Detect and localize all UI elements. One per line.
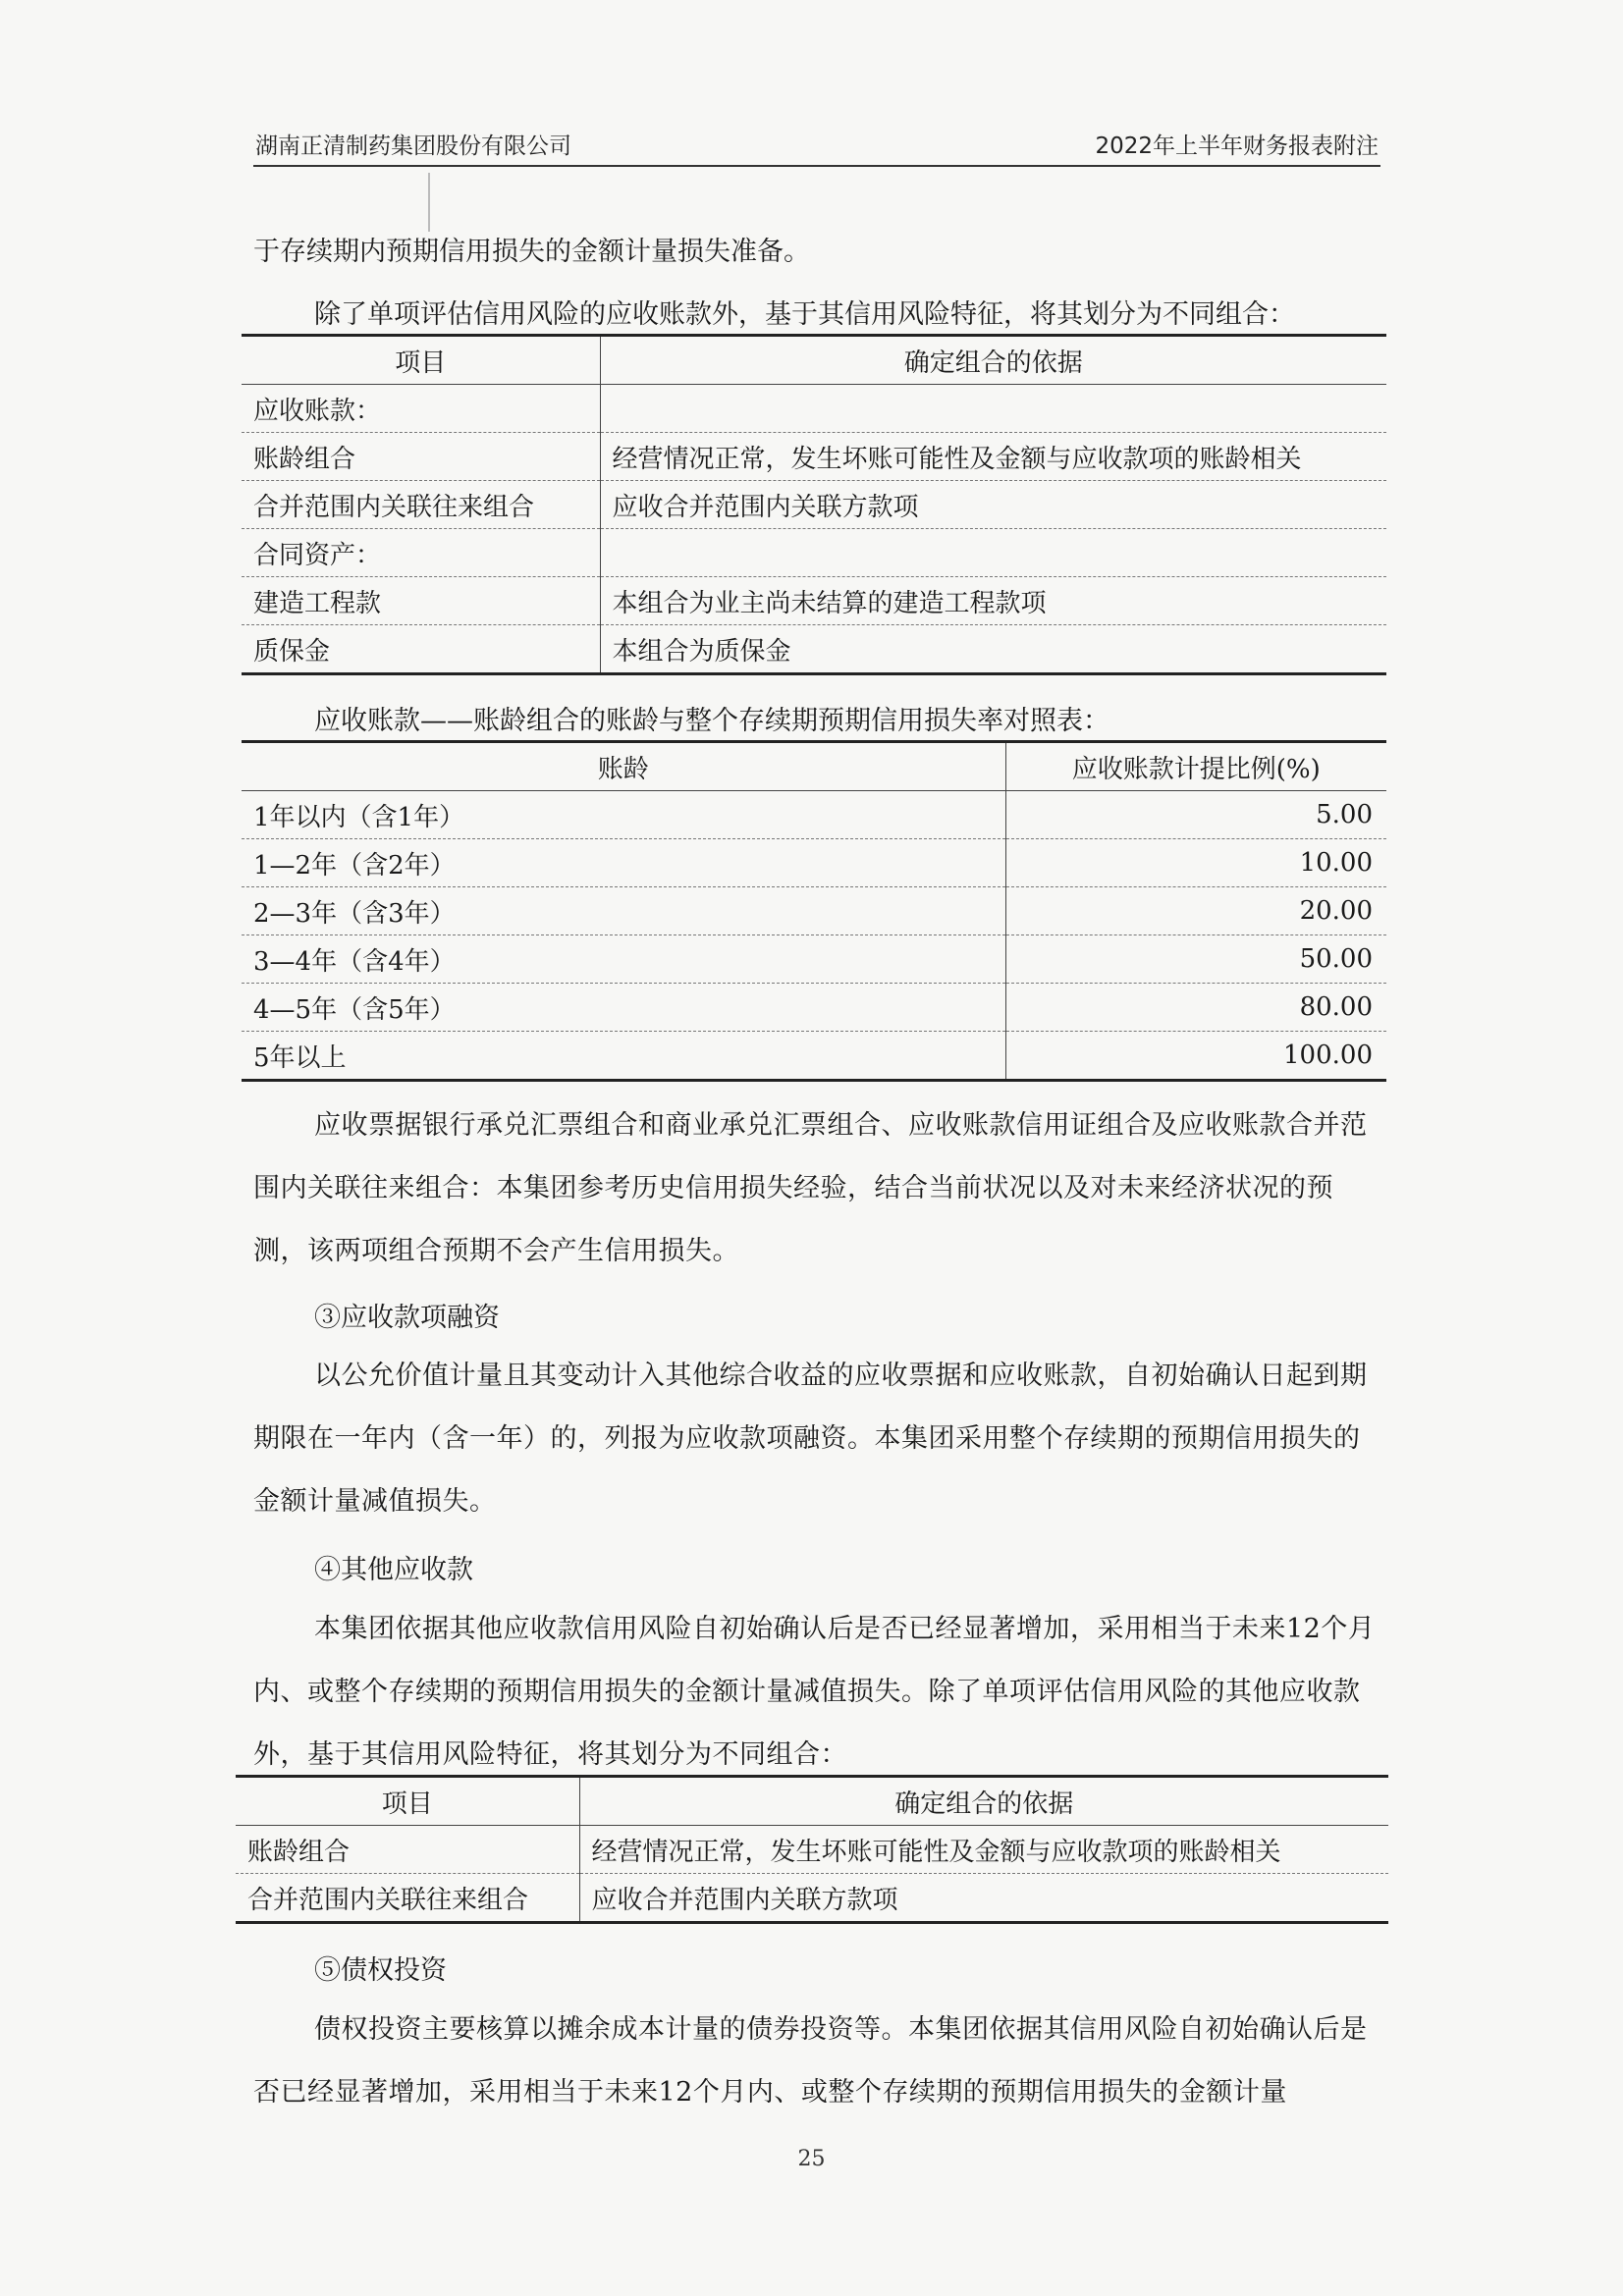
table-cell-number: 80.00 [1005, 984, 1386, 1032]
table-row [242, 385, 1386, 433]
table-cell: 合并范围内关联往来组合 [242, 481, 600, 529]
table-row [242, 577, 1386, 625]
header-report-title: 2022年上半年财务报表附注 [1095, 133, 1379, 159]
table-header-basis: 确定组合的依据 [579, 1777, 1388, 1826]
table-cell: 账龄组合 [242, 433, 600, 481]
page-header [253, 124, 1380, 167]
table-cell: 5年以上 [242, 1032, 1005, 1081]
aging-rate-table [242, 740, 1386, 1082]
section-heading-4: ④其他应收款 [314, 1555, 473, 1585]
table-row [242, 529, 1386, 577]
paragraph-7: 债权投资主要核算以摊余成本计量的债券投资等。本集团依据其信用风险自初始确认后是否已经显著增加，采用相当于未来12个月内、或整个存续期的预期信用损失的金额计量 [253, 2014, 1368, 2108]
table-cell: 经营情况正常，发生坏账可能性及金额与应收款项的账龄相关 [579, 1826, 1388, 1874]
table-cell: 3—4年（含4年） [242, 935, 1005, 984]
table-row [236, 1874, 1388, 1923]
table-row [242, 625, 1386, 674]
paragraph-6: 本集团依据其他应收款信用风险自初始确认后是否已经显著增加，采用相当于未来12个月内、或整个存续期的预期信用损失的金额计量减值损失。除了单项评估信用风险的其他应收款外，基于其信用风险特征，将其划分为不同组合： [253, 1614, 1376, 1770]
paragraph-4: 应收票据银行承兑汇票组合和商业承兑汇票组合、应收账款信用证组合及应收账款合并范围内关联往来组合：本集团参考历史信用损失经验，结合当前状况以及对未来经济状况的预测，该两项组合预期不会产生信用损失。 [253, 1110, 1368, 1266]
table-row [242, 935, 1386, 984]
table-cell-number: 50.00 [1005, 935, 1386, 984]
table-row [242, 433, 1386, 481]
table-cell: 1—2年（含2年） [242, 839, 1005, 887]
table-cell: 应收合并范围内关联方款项 [579, 1874, 1388, 1923]
table-row [242, 887, 1386, 935]
table-cell: 合同资产： [242, 529, 600, 577]
table-cell: 本组合为业主尚未结算的建造工程款项 [600, 577, 1386, 625]
combination-table-receivables [242, 334, 1386, 675]
table-cell-number: 100.00 [1005, 1032, 1386, 1081]
section-heading-3: ③应收款项融资 [314, 1303, 500, 1333]
table-row [242, 791, 1386, 839]
table-header-rate: 应收账款计提比例(%) [1005, 742, 1386, 791]
table-row [236, 1826, 1388, 1874]
table-cell: 质保金 [242, 625, 600, 674]
table-cell-number: 10.00 [1005, 839, 1386, 887]
table-row [242, 839, 1386, 887]
table-row [242, 481, 1386, 529]
paragraph-3: 应收账款——账龄组合的账龄与整个存续期预期信用损失率对照表： [314, 706, 1109, 736]
scan-mark [428, 173, 430, 232]
table-cell: 合并范围内关联往来组合 [236, 1874, 579, 1923]
table-header-row [236, 1777, 1388, 1826]
table-cell [600, 385, 1386, 433]
paragraph-2: 除了单项评估信用风险的应收账款外，基于其信用风险特征，将其划分为不同组合： [314, 299, 1295, 330]
table-cell: 账龄组合 [236, 1826, 579, 1874]
table-cell: 经营情况正常，发生坏账可能性及金额与应收款项的账龄相关 [600, 433, 1386, 481]
table-header-aging: 账龄 [242, 742, 1005, 791]
header-company: 湖南正清制药集团股份有限公司 [255, 133, 571, 159]
table-cell: 建造工程款 [242, 577, 600, 625]
paragraph-1: 于存续期内预期信用损失的金额计量损失准备。 [253, 237, 810, 267]
table-header-row [242, 336, 1386, 385]
table-cell: 2—3年（含3年） [242, 887, 1005, 935]
table-header-basis: 确定组合的依据 [600, 336, 1386, 385]
table-header-item: 项目 [236, 1777, 579, 1826]
table-row [242, 984, 1386, 1032]
table-cell: 本组合为质保金 [600, 625, 1386, 674]
table-cell: 应收账款： [242, 385, 600, 433]
table-header-row [242, 742, 1386, 791]
table-row [242, 1032, 1386, 1081]
table-cell: 应收合并范围内关联方款项 [600, 481, 1386, 529]
section-heading-5: ⑤债权投资 [314, 1955, 447, 1986]
page-number: 25 [797, 2147, 826, 2171]
paragraph-5: 以公允价值计量且其变动计入其他综合收益的应收票据和应收账款，自初始确认日起到期期限在一年内（含一年）的，列报为应收款项融资。本集团采用整个存续期的预期信用损失的金额计量减值损失。 [253, 1361, 1368, 1517]
table-cell-number: 5.00 [1005, 791, 1386, 839]
table-header-item: 项目 [242, 336, 600, 385]
table-cell [600, 529, 1386, 577]
table-cell-number: 20.00 [1005, 887, 1386, 935]
combination-table-other-receivables [236, 1775, 1388, 1924]
table-cell: 1年以内（含1年） [242, 791, 1005, 839]
table-cell: 4—5年（含5年） [242, 984, 1005, 1032]
